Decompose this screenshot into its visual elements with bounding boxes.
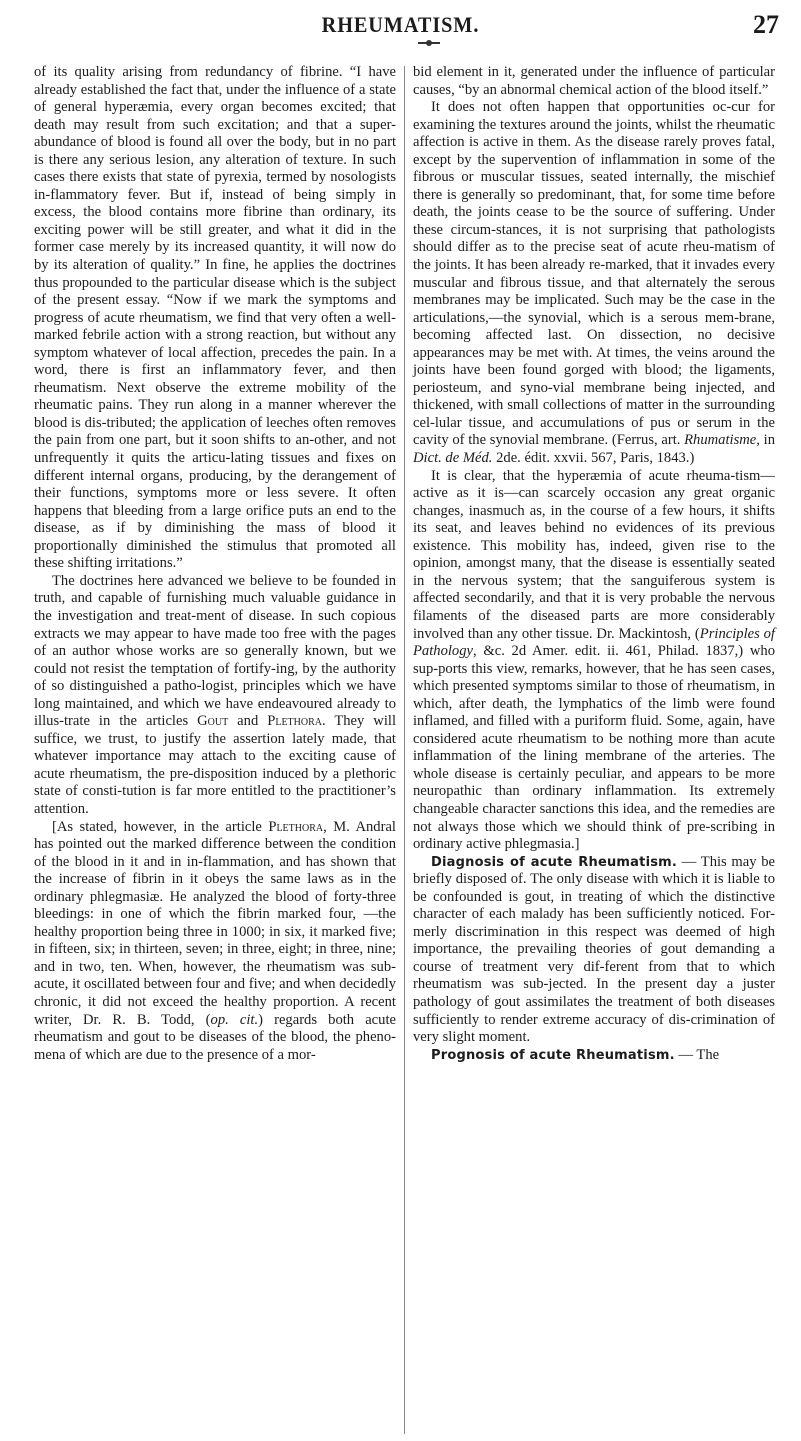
- left-column: [34, 64, 396, 1064]
- cross-reference-plethora: Plethora: [268, 818, 324, 835]
- paragraph: The doctrines here advanced we believe to be founded in truth, and capable of furnishing much valuable guidance in the investigation and treat-ment of disease. In such copious extracts we may appear to have made too free with the pages of an author whose works are so generally known, but we could not resist the temptation of fortify-ing, by the authority of so distinguished a patho-logist, principles which we have long maintained, and which we have endeavoured already to illus-trate in the articles Gout and Plethora. They will suffice, we trust, to justify the assertion lately made, that whatever importance may attach to the exciting cause of acute rheumatism, the pre-disposition induced by a plethoric state of consti-tution is far more entitled to the practitioner’s attention.: [34, 572, 396, 817]
- right-column: [413, 64, 775, 1064]
- section-heading-prognosis: Prognosis of acute Rheumatism.: [431, 1047, 675, 1063]
- section-heading-diagnosis: Diagnosis of acute Rheumatism.: [431, 854, 678, 870]
- header-ornament: [418, 42, 440, 44]
- citation-italic: Dict. de Méd.: [413, 450, 493, 467]
- paragraph: bid element in it, generated under the influence of particular causes, “by an abnormal chemical action of the blood itself.”: [413, 64, 775, 98]
- paragraph: It does not often happen that opportunities oc-cur for examining the textures around the joints, whilst the rheumatic affection is active in them. As the disease rarely proves fatal, except by the supervention of inflammation in some of the fibrous or muscular tissues, seated internally, the mischief there is generally so predominant, that, for some time before death, the joints cease to be the source of suffering. Under these circum-stances, it is not surprising that pathologists should differ as to the precise seat of acute rheu-matism of the joints. It has been already re-marked, that it invades every muscular and fibrous tissue, and that alternately the serous membranes may be implicated. Such may be the case in the articulations,—the synovial, which is a serous mem-brane, becoming affected last. On dissection, no decisive appearances may be met with. At times, the veins around the joints have been found gorged with blood; the ligaments, periosteum, and syno-vial membrane being injected, and thickened, with small collections of matter in the surrounding cel-lular tissue, and accumulations of pus or serum in the cavity of the synovial membrane. (Ferrus, art. Rhumatisme, in Dict. de Méd. 2de. édit. xxvii. 567, Paris, 1843.): [413, 99, 775, 467]
- citation-italic: Rhumatisme: [684, 432, 757, 449]
- page-header: [0, 12, 801, 52]
- paragraph: of its quality arising from redundancy of fibrine. “I have already established the fact that, under the influence of a state of general hyperæmia, every organ becomes excited; that death may result from such excitation; and that a super-abundance of blood is found all over the body, but in no part is there any serious lesion, any alteration of texture. In such cases there exists that state of pyrexia, termed by nosologists in-flammatory fever. But if, instead of being simply in excess, the blood contains more fibrine than ordinary, its exciting power will be still greater, and what it did in the former case merely by its increased quantity, it will now do by its alteration of quality.” In fine, he applies the doctrines thus propounded to the particular disease which is the subject of the present essay. “Now if we mark the symptoms and progress of acute rheumatism, we find that very often a well-marked febrile action with a strong reaction, but without any symptom whatever of local affection, precedes the pain. In a word, there is first an inflammatory fever, and then rheumatism. Next observe the extreme mobility of the rheumatic pains. They run along in a manner wherever the blood is dis-tributed; the application of leeches often removes the pain from one part, but it soon shifts to an-other, and not unfrequently it quits the articu-lating tissues and fixes on different internal organs, producing, by the derangement of their functions, symptoms more or less severe. It often happens that bleeding from a large orifice puts an end to the disease, as if by diminishing the mass of blood it proportionally diminished the stimulus that promoted all these shifting irritations.”: [34, 64, 396, 572]
- citation-italic: Principles of Pathology: [413, 625, 775, 660]
- cross-reference-plethora: Plethora: [267, 713, 322, 730]
- paragraph: It is clear, that the hyperæmia of acute rheuma-tism—active as it is—can scarcely occasion any great organic changes, inasmuch as, in the course of a few hours, it shifts its seat, and leaves behind no evidences of its previous existence. This mobility has, indeed, given rise to the opinion, amongst many, that the disease is essentially seated in the nervous system; that the sanguiferous system is affected secondarily, and that it is very probable the nervous filaments of the diseased parts are more considerably involved than any other tissue. Dr. Mackintosh, (Principles of Pathology, &c. 2d Amer. edit. ii. 461, Philad. 1837,) who sup-ports this view, remarks, however, that he has seen cases, which presented symptoms similar to those of rheumatism, in which, after death, the lymphatics of the limb were found inflamed, and filled with a puriform fluid. Some, again, have considered acute rheumatism to be nothing more than acute inflammation of the lining membrane of the arteries. The whole disease is certainly peculiar, and appears to be more neuropathic than ordinary inflammation. Its extremely changeable character sanctions this idea, and the remedies are not always those which we should think of pre-scribing in ordinary active phlegmasia.]: [413, 467, 775, 853]
- paragraph: Prognosis of acute Rheumatism. — The: [431, 1046, 720, 1063]
- column-divider: [404, 66, 405, 1434]
- cross-reference-gout: Gout: [197, 713, 229, 730]
- paragraph: [As stated, however, in the article Plethora, M. Andral has pointed out the marked difference between the condition of the blood in it and in in-flammation, and has shown that the increase of fibrin in it obeys the same laws as in the ordinary phlegmasiæ. He analyzed the blood of forty-three bleedings: in one of which the fibrin marked four, —the healthy proportion being three in 1000; in six, it marked five; in fifteen, six; in thirteen, seven; in three, eight; in three, nine; and in two, ten. When, however, the rheumatism was sub-acute, it oscillated between four and five; and when decidedly chronic, it did not exceed the healthy proportion. A recent writer, Dr. R. B. Todd, (op. cit.) regards both acute rheumatism and gout to be diseases of the blood, the pheno-mena of which are due to the presence of a mor-: [34, 818, 396, 1063]
- running-title: RHEUMATISM.: [321, 12, 480, 37]
- citation-italic: op. cit.: [210, 1011, 259, 1028]
- page-number: 27: [753, 10, 779, 39]
- paragraph: Diagnosis of acute Rheumatism. — This may be briefly disposed of. The only disease with which it is liable to be confounded is gout, in treating of which the distinctive character of each malady has been sufficiently noticed. For-merly discrimination in this respect was deemed of high importance, the prevailing theories of gout demanding a course of treatment very dif-ferent from that to which rheumatism was sub-jected. In the present day a juster pathology of gout assimilates the treatment of both diseases sufficiently to render extreme accuracy of dis-crimination of very slight moment.: [413, 853, 776, 1046]
